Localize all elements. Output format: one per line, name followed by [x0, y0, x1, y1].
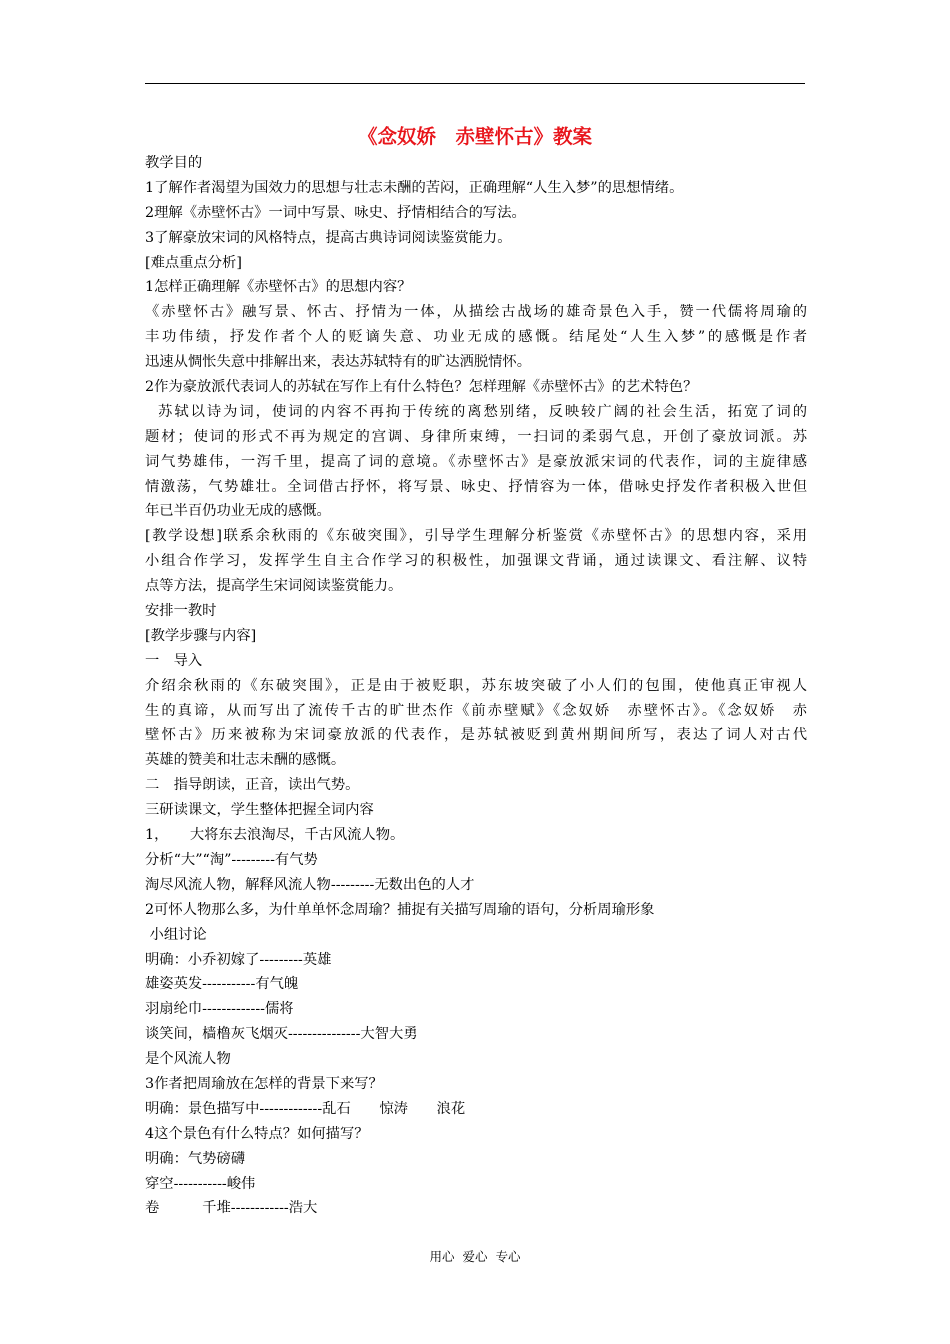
text-line: 3作者把周瑜放在怎样的背景下来写？ [145, 1075, 383, 1092]
text-line: 点等方法，提高学生宋词阅读鉴赏能力。 [145, 578, 403, 595]
document-body [145, 151, 807, 1221]
text-line: 《赤壁怀古》融写景、怀古、抒情为一体，从描绘古战场的雄奇景色入手，赞一代儒将周瑜的 [145, 304, 807, 321]
text-line: 2理解《赤壁怀古》一词中写景、咏史、抒情相结合的写法。 [145, 204, 526, 221]
page-footer: 用心 爱心 专心 [429, 1249, 521, 1264]
text-line: 题材；使词的形式不再为规定的宫调、身律所束缚，一扫词的柔弱气息，开创了豪放词派。苏 [145, 428, 807, 445]
text-line: 穿空-----------峻伟 [145, 1175, 256, 1192]
text-line: 小组合作学习，发挥学生自主合作学习的积极性，加强课文背诵，通过读课文、看注解、议特 [145, 553, 807, 570]
text-line: [教学设想]联系余秋雨的《东破突围》，引导学生理解分析鉴赏《赤壁怀古》的思想内容，采用 [145, 528, 807, 545]
text-line: 羽扇纶巾-------------儒将 [145, 1001, 294, 1018]
text-line: 谈笑间，樯橹灰飞烟灭---------------大智大勇 [145, 1026, 418, 1043]
text-line: 教学目的 [145, 155, 203, 171]
text-line: 1了解作者渴望为国效力的思想与壮志未酬的苦闷，正确理解“人生入梦”的思想情绪。 [145, 179, 684, 196]
text-line: 3了解豪放宋词的风格特点，提高古典诗词阅读鉴赏能力。 [145, 229, 512, 246]
text-line: 一 导入 [145, 652, 203, 669]
text-line: 4这个景色有什么特点？如何描写？ [145, 1125, 369, 1142]
text-line: 明确：小乔初嫁了---------英雄 [145, 951, 332, 968]
text-line: 二 指导朗读，正音，读出气势。 [145, 777, 360, 794]
text-line: 三研读课文，学生整体把握全词内容 [145, 802, 374, 819]
text-line: 是个风流人物 [145, 1051, 231, 1068]
document-title: 《念奴娇 赤壁怀古》教案 [357, 125, 592, 148]
text-line: 1， 大将东去浪淘尽，千古风流人物。 [145, 827, 405, 844]
text-line: [教学步骤与内容] [145, 627, 257, 644]
text-line: 2作为豪放派代表词人的苏轼在写作上有什么特色？怎样理解《赤壁怀古》的艺术特色？ [145, 379, 698, 396]
text-line: 卷 千堆------------浩大 [145, 1200, 318, 1217]
text-line: 壁怀古》历来被称为宋词豪放派的代表作，是苏轼被贬到黄州期间所写，表达了词人对古代 [145, 727, 807, 744]
text-line: 情激荡，气势雄壮。全词借古抒怀，将写景、咏史、抒情容为一体，借咏史抒发作者积极入世但 [145, 478, 807, 495]
text-line: 英雄的赞美和壮志未酬的感慨。 [145, 752, 346, 769]
text-line: 年已半百仍功业无成的感慨。 [145, 503, 331, 520]
text-line: 丰功伟绩，抒发作者个人的贬谪失意、功业无成的感慨。结尾处“人生入梦”的感慨是作者 [145, 329, 807, 346]
text-line: 分析“大”“淘”---------有气势 [145, 851, 318, 868]
text-line: 雄姿英发-----------有气魄 [145, 976, 299, 993]
text-line: 明确：气势磅礴 [145, 1150, 246, 1167]
text-line: 小组讨论 [145, 926, 207, 943]
header-rule [145, 83, 805, 84]
text-line: [难点重点分析] [145, 254, 242, 271]
text-line: 词气势雄伟，一泻千里，提高了词的意境。《赤壁怀古》是豪放派宋词的代表作，词的主旋律感 [145, 453, 807, 470]
text-line: 苏轼以诗为词，使词的内容不再拘于传统的离愁别绪，反映较广阔的社会生活，拓宽了词的 [145, 403, 807, 420]
text-line: 淘尽风流人物，解释风流人物---------无数出色的人才 [145, 876, 475, 893]
text-line: 2可怀人物那么多，为什单单怀念周瑜？捕捉有关描写周瑜的语句，分析周瑜形象 [145, 901, 655, 918]
text-line: 生的真谛，从而写出了流传千古的旷世杰作《前赤壁赋》《念奴娇 赤壁怀古》。《念奴娇 赤 [145, 702, 807, 719]
text-line: 明确：景色描写中-------------乱石 惊涛 浪花 [145, 1100, 466, 1117]
text-line: 安排一教时 [145, 603, 217, 620]
text-line: 1怎样正确理解《赤壁怀古》的思想内容？ [145, 279, 412, 296]
text-line: 迅速从惆怅失意中排解出来，表达苏轼特有的旷达洒脱情怀。 [145, 354, 532, 371]
text-line: 介绍余秋雨的《东破突围》，正是由于被贬职，苏东坡突破了小人们的包围，使他真正审视人 [145, 677, 807, 694]
